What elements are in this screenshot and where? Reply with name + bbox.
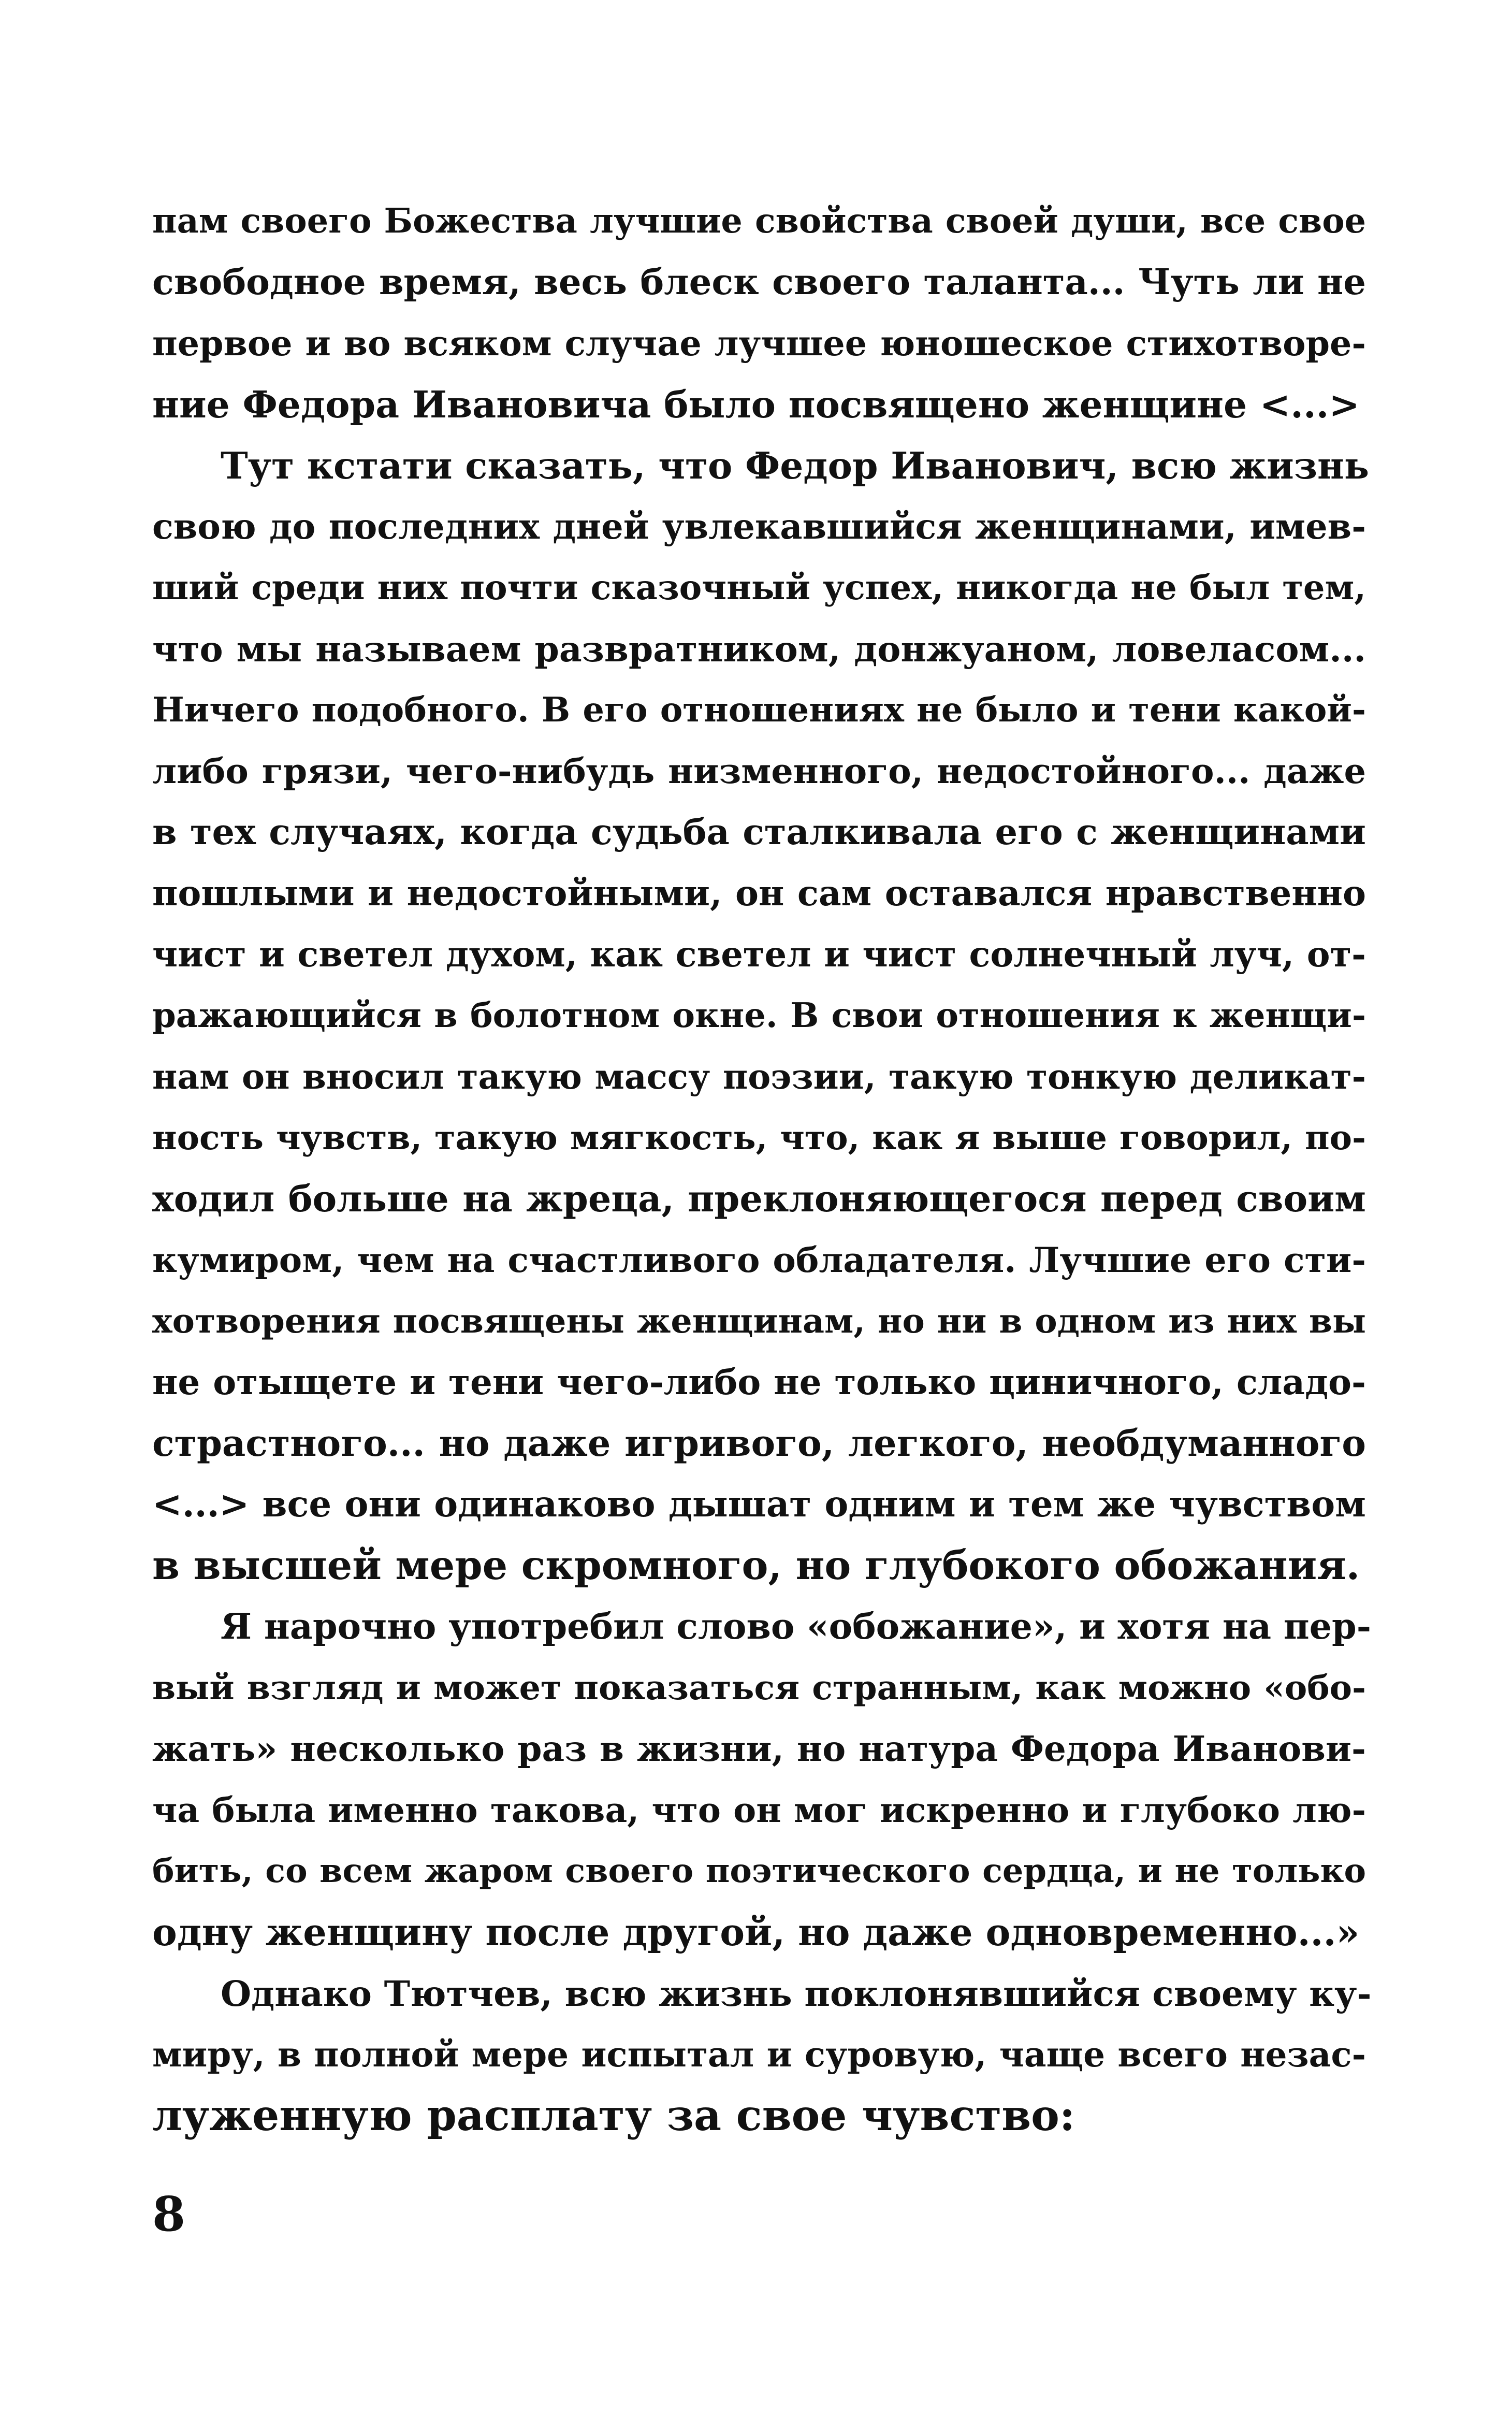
text-line: в тех случаях, когда судьба сталкивала его с женщинами: [152, 812, 1366, 853]
paragraph-4: [152, 1963, 1372, 2146]
page-number: 8: [152, 2186, 186, 2242]
text-line: первое и во всяком случае лучшее юношеское стихотворе-: [152, 323, 1366, 364]
text-line: ча была именно такова, что он мог искренно и глубоко лю-: [152, 1790, 1366, 1830]
text-line: что мы называем развратником, донжуаном, ловеласом...: [152, 628, 1366, 670]
text-line: в высшей мере скромного, но глубокого обожания.: [152, 1542, 1360, 1589]
text-line: миру, в полной мере испытал и суровую, чаще всего незас-: [152, 2034, 1366, 2075]
text-line: Однако Тютчев, всю жизнь поклонявшийся своему ку-: [221, 1973, 1372, 2014]
text-line: <...> все они одинаково дышат одним и тем же чувством: [152, 1483, 1366, 1525]
text-line: свободное время, весь блеск своего таланта... Чуть ли не: [152, 262, 1366, 303]
text-line: чист и светел духом, как светел и чист солнечный луч, от-: [152, 934, 1366, 975]
paragraph-1: [152, 191, 1366, 435]
text-line: пам своего Божества лучшие свойства своей души, все свое: [152, 201, 1366, 241]
text-line: не отыщете и тени чего-либо не только циничного, сладо-: [152, 1362, 1366, 1402]
text-line: Тут кстати сказать, что Федор Иванович, всю жизнь: [221, 444, 1370, 487]
text-line: ние Федора Ивановича было посвящено женщине <...>: [152, 383, 1360, 426]
body-text: [152, 191, 1372, 2146]
text-line: вый взгляд и может показаться странным, как можно «обо-: [152, 1668, 1366, 1708]
text-line: одну женщину после другой, но даже одновременно...»: [152, 1911, 1360, 1954]
paragraph-3: [152, 1596, 1372, 1963]
text-line: ший среди них почти сказочный успех, никогда не был тем,: [152, 568, 1366, 608]
text-line: ражающийся в болотном окне. В свои отношения к женщи-: [152, 996, 1366, 1035]
text-line: бить, со всем жаром своего поэтического сердца, и не только: [152, 1852, 1366, 1890]
text-line: Ничего подобного. В его отношениях не было и тени какой-: [152, 690, 1366, 730]
text-line: хотворения посвящены женщинам, но ни в одном из них вы: [152, 1301, 1366, 1341]
text-line: жать» несколько раз в жизни, но натура Федора Иванови-: [152, 1728, 1366, 1769]
text-line: пошлыми и недостойными, он сам оставался нравственно: [152, 873, 1366, 914]
text-line: ность чувств, такую мягкость, что, как я выше говорил, по-: [152, 1118, 1366, 1158]
paragraph-2: [152, 435, 1370, 1596]
text-line: страстного... но даже игривого, легкого, необдуманного: [152, 1422, 1366, 1465]
text-line: свою до последних дней увлекавшийся женщинами, имев-: [152, 506, 1366, 547]
text-line: луженную расплату за свое чувство:: [152, 2091, 1075, 2140]
text-line: кумиром, чем на счастливого обладателя. Лучшие его сти-: [152, 1239, 1366, 1280]
text-line: Я нарочно употребил слово «обожание», и хотя на пер-: [221, 1606, 1372, 1647]
text-line: ходил больше на жреца, преклоняющегося перед своим: [152, 1177, 1366, 1220]
text-line: нам он вносил такую массу поэзии, такую тонкую деликат-: [152, 1057, 1366, 1097]
text-line: либо грязи, чего-нибудь низменного, недостойного... даже: [152, 750, 1366, 791]
